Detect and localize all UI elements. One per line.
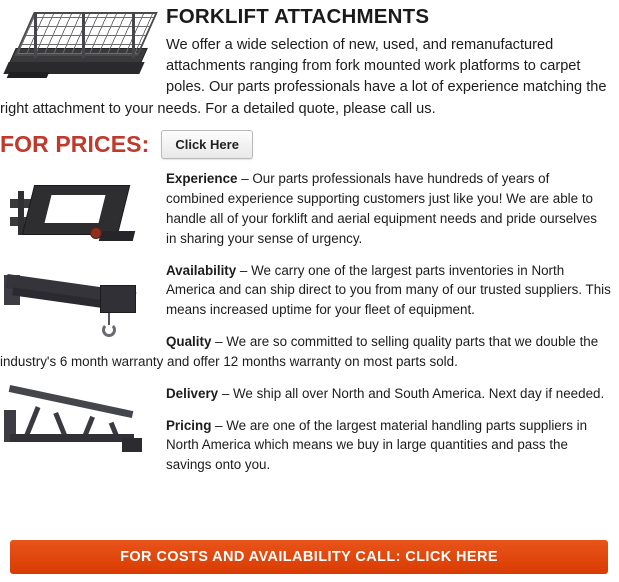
feature-heading-quality: Quality [166,334,212,350]
truss-bottom-chord [10,434,134,442]
feature-text-availability: We carry one of the largest parts inventories in North America and can ship direct to you from many of our trusted suppliers. This means increased uptime for your fleet of equipment. [166,262,611,318]
feature-text-quality: We are so committed to selling quality parts that we double the industry's 6 month warranty and offer 12 months warranty on most parts sold. [0,334,599,369]
product-image-jib-boom [0,261,158,341]
jib-end-block [100,285,136,313]
jib-hook [102,323,116,337]
page-root [0,6,619,582]
image-frame [0,6,158,88]
bottom-cta-bar[interactable]: FOR COSTS AND AVAILABILITY CALL: CLICK HERE [10,540,608,574]
truss-end-foot [122,438,142,452]
feature-heading-experience: Experience [166,171,238,187]
image-frame [0,169,158,255]
feature-heading-pricing: Pricing [166,417,212,433]
intro-paragraph: We offer a wide selection of new, used, and remanufactured attachments ranging from fork mounted work platforms to carpet poles. Our parts professionals have a lot of experience matching the right attachment to your needs. For a detailed quote, please call us. [0,36,607,117]
feature-heading-availability: Availability [166,262,237,278]
feature-text-experience: Our parts professionals have hundreds of years of combined experience supporting customers just like you! We are able to handle all of your forklift and aerial equipment needs and pride ourselves in sharing your sense of urgency. [166,171,597,246]
work-platform-illustration [4,6,154,88]
feature-heading-delivery: Delivery [166,385,219,401]
carriage-inner-opening [45,195,106,223]
carriage-frame-illustration [4,169,154,255]
truss-web-member [25,406,41,436]
platform-fork-pocket [7,72,50,78]
truss-boom-illustration [4,384,154,464]
platform-post [82,12,85,58]
feature-dash: – [211,334,227,350]
page-title: FORKLIFT ATTACHMENTS [166,5,430,28]
truss-top-chord [9,385,134,418]
jib-boom-illustration [4,261,154,341]
content-wrapper [0,6,619,487]
feature-dash: – [236,262,252,278]
prices-call-to-action-row [0,130,619,159]
feature-dash: – [237,171,253,187]
for-prices-label: FOR PRICES: [0,131,150,158]
product-image-work-platform [0,6,158,88]
feature-text-pricing: We are one of the largest material handling parts suppliers in North America which means we buy in large quantities and pass the savings onto you. [166,417,588,473]
product-image-carriage-frame [0,169,158,255]
image-frame [0,384,158,464]
click-here-button[interactable]: Click Here [161,130,253,159]
platform-post [132,12,135,58]
feature-dash: – [211,417,227,433]
feature-text-delivery: We ship all over North and South America. Next day if needed. [233,385,605,401]
image-frame [0,261,158,341]
carriage-tip [99,231,135,241]
product-image-truss-boom [0,384,158,464]
feature-dash: – [218,385,234,401]
platform-post [34,12,37,58]
